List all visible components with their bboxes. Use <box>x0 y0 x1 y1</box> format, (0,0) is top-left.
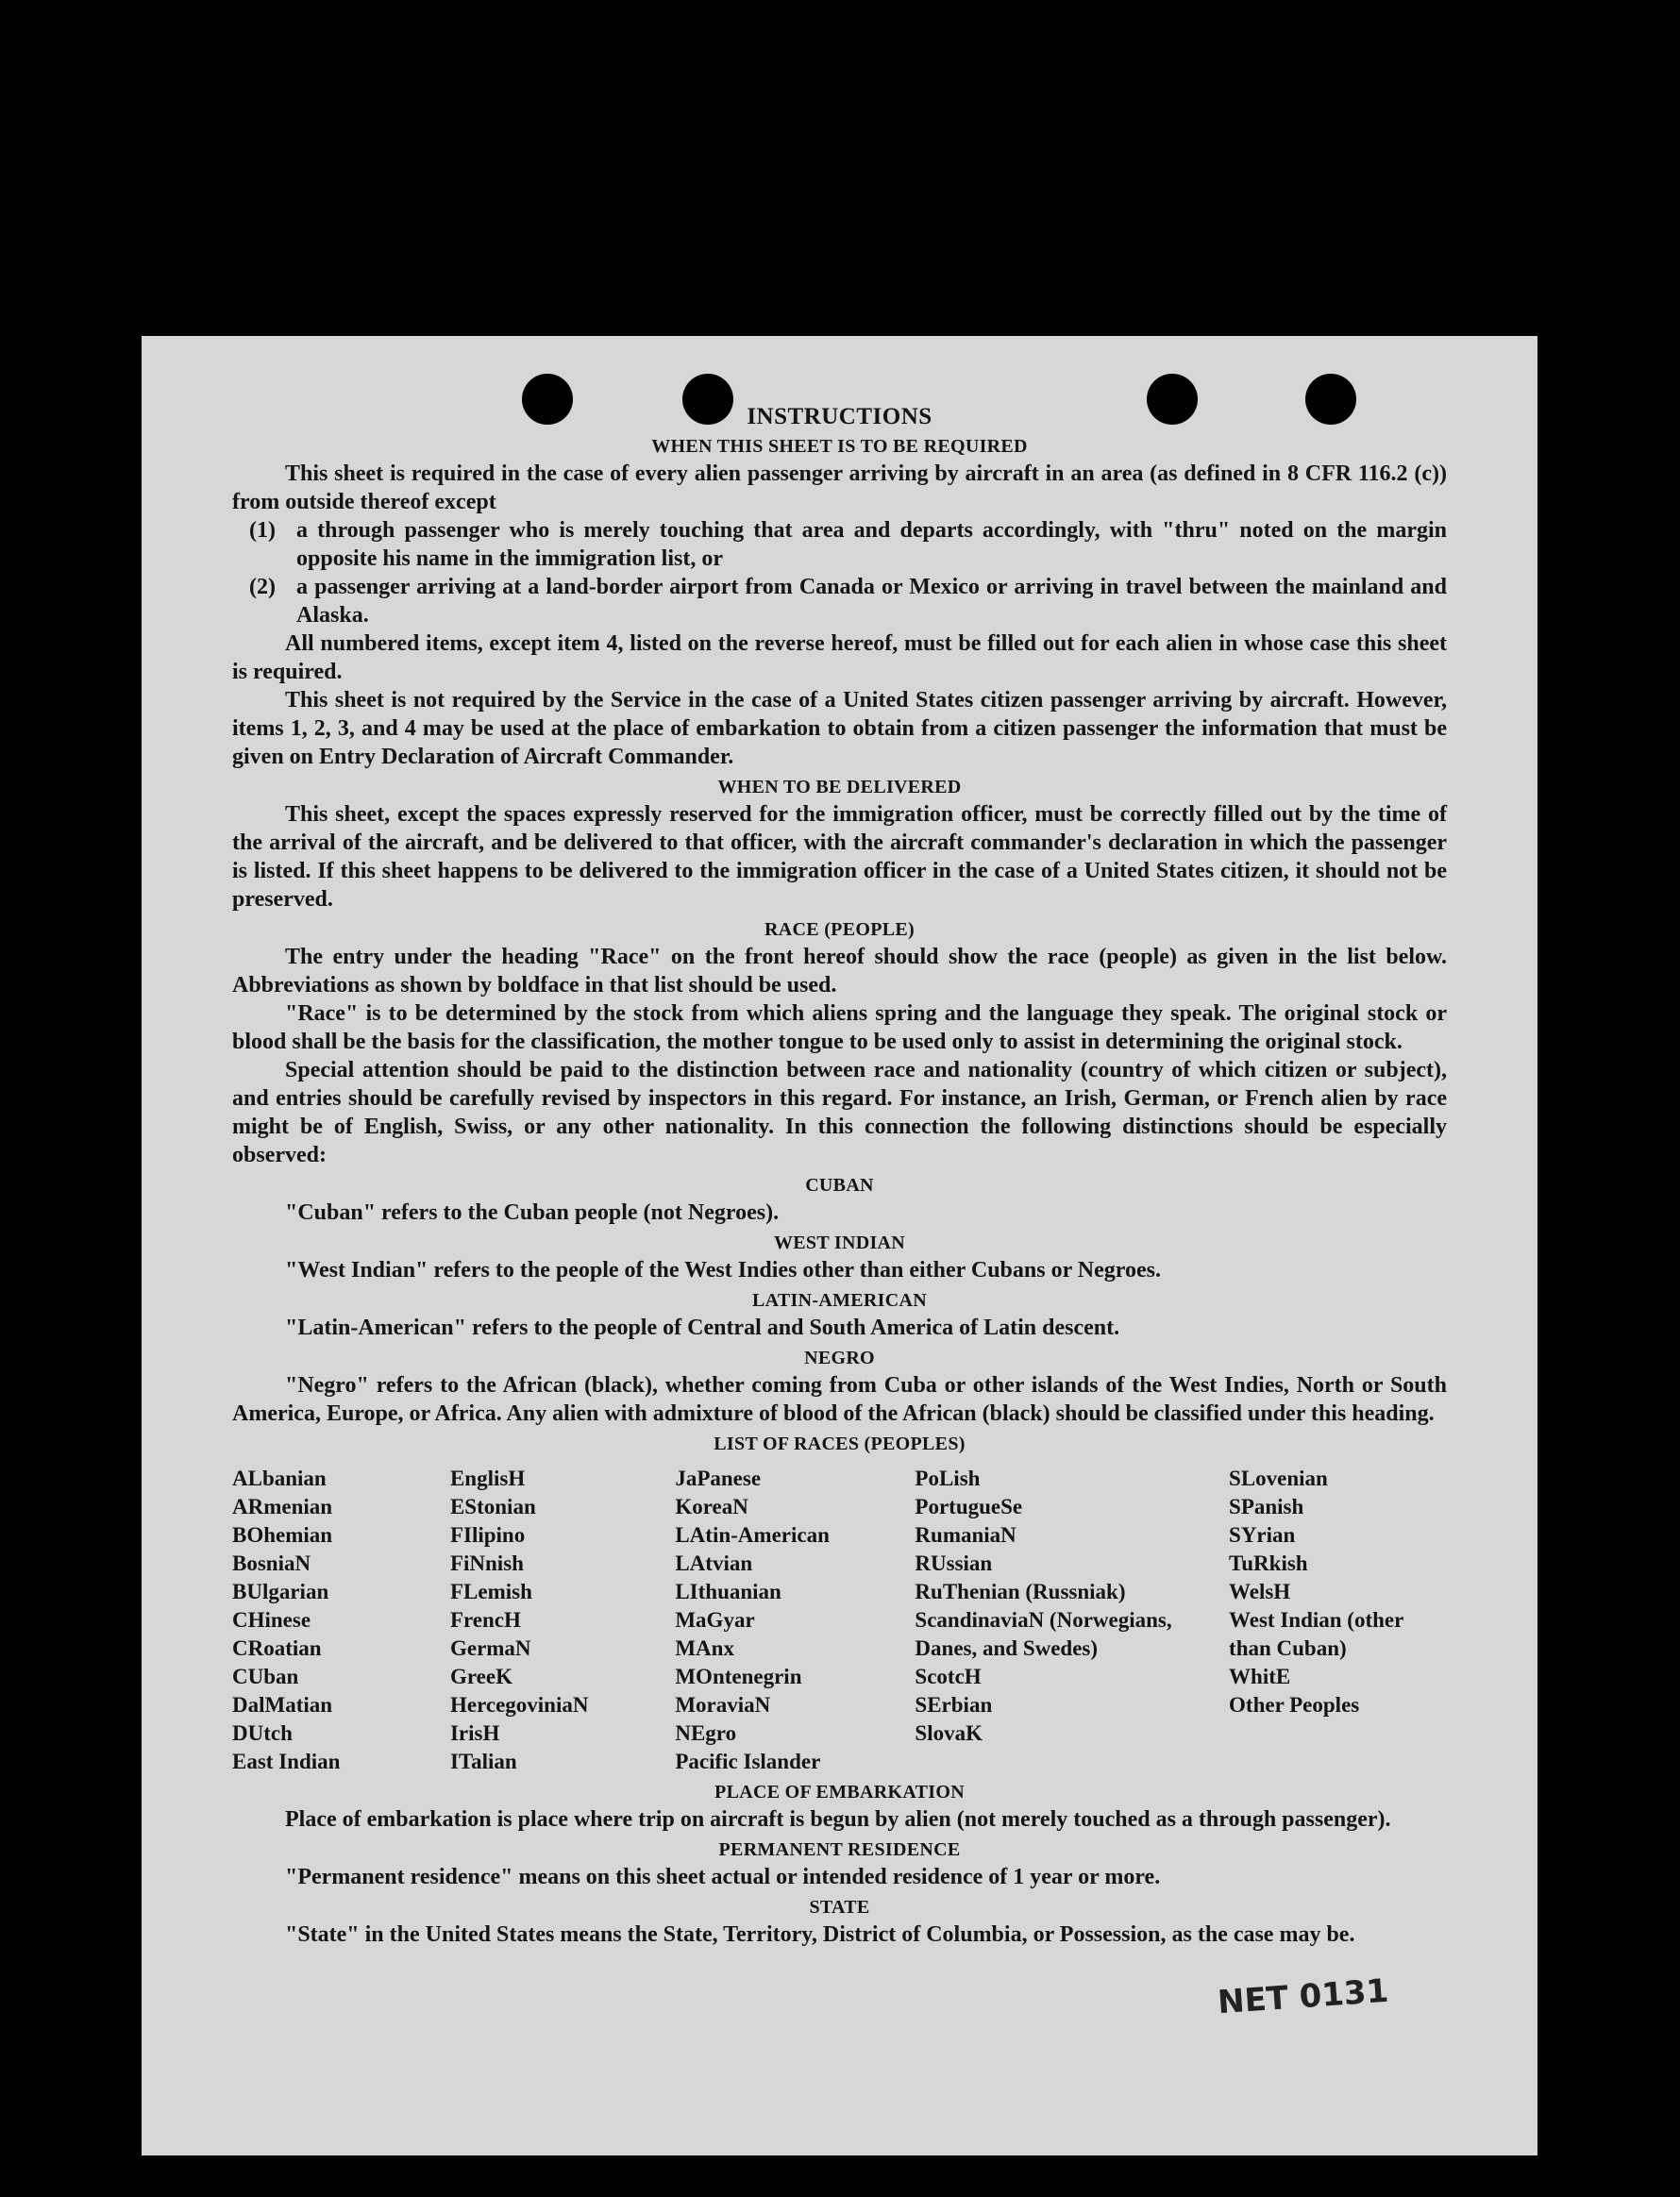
section-heading-latin-american: LATIN-AMERICAN <box>752 1290 927 1311</box>
paragraph: "Latin-American" refers to the people of Central and South America of Latin descent. <box>285 1316 1120 1340</box>
list-item-number: (2) <box>249 575 276 599</box>
race-item: MOntenegrin <box>675 1665 802 1688</box>
race-item: ALbanian <box>232 1467 327 1490</box>
race-item: LIthuanian <box>675 1580 781 1603</box>
list-item <box>232 516 1447 573</box>
race-item: Other Peoples <box>1229 1693 1360 1717</box>
race-item: WelsH <box>1229 1580 1291 1603</box>
race-item: HercegoviniaN <box>449 1693 589 1717</box>
race-item: ARmenian <box>232 1495 333 1518</box>
document-sheet <box>142 336 1537 2155</box>
race-item: EnglisH <box>449 1467 526 1490</box>
punch-hole <box>682 374 733 425</box>
section-heading-state: STATE <box>809 1897 870 1918</box>
race-item: PoLish <box>915 1467 981 1490</box>
races-column <box>450 1465 675 1776</box>
race-item: SPanish <box>1229 1495 1304 1518</box>
race-item: East Indian <box>232 1750 341 1773</box>
list-item-text: a through passenger who is merely touching that area and departs accordingly, with "thru" noted on the margin opposite his name in the immigration list, or <box>296 518 1447 571</box>
race-item: LAtvian <box>675 1551 753 1575</box>
paragraph: "West Indian" refers to the people of the West Indies other than either Cubans or Negroes. <box>285 1258 1161 1283</box>
handwritten-stamp: NET 0131 <box>1216 1971 1390 2022</box>
section-heading-when-required: WHEN THIS SHEET IS TO BE REQUIRED <box>651 436 1028 457</box>
paragraph: Special attention should be paid to the distinction between race and nationality (country of which citizen or subject), and entries should be carefully revised by inspectors in this regard. For instance, an Irish, German, or French alien by race might be of English, Swiss, or any other nationality. In this connection the following distinctions should be especially observed: <box>232 1058 1447 1167</box>
section-heading-cuban: CUBAN <box>805 1175 874 1196</box>
race-item: CUban <box>232 1665 299 1688</box>
race-item: RuThenian (Russniak) <box>915 1580 1126 1603</box>
race-item: FrencH <box>449 1608 521 1632</box>
race-item: SlovaK <box>915 1721 983 1745</box>
race-item: WhitE <box>1229 1665 1291 1688</box>
race-item: ScandinaviaN (Norwegians, Danes, and Swedes) <box>915 1608 1172 1660</box>
race-item: SErbian <box>915 1693 993 1717</box>
race-item: BUlgarian <box>232 1580 329 1603</box>
race-item: GermaN <box>449 1636 531 1660</box>
paragraph: Place of embarkation is place where trip on aircraft is begun by alien (not merely touched as a through passenger). <box>285 1807 1391 1832</box>
paragraph: The entry under the heading "Race" on the front hereof should show the race (people) as given in the list below. Abbreviations as shown by boldface in that list should be used. <box>232 945 1447 998</box>
race-item: West Indian (other than Cuban) <box>1229 1608 1403 1660</box>
punch-hole <box>1305 374 1356 425</box>
races-column <box>675 1465 915 1776</box>
punch-hole <box>522 374 573 425</box>
race-item: RUssian <box>915 1551 993 1575</box>
paragraph: "Race" is to be determined by the stock from which aliens spring and the language they speak. The original stock or blood shall be the basis for the classification, the mother tongue to be used only to assist in determining the original stock. <box>232 1001 1447 1054</box>
section-heading-list-of-races: LIST OF RACES (PEOPLES) <box>714 1434 966 1454</box>
paragraph: This sheet, except the spaces expressly reserved for the immigration officer, must be correctly filled out by the time of the arrival of the aircraft, and be delivered to that officer, with the aircraft commander's declaration in which the passenger is listed. If this sheet happens to be delivered to the immigration officer in the case of a United States citizen, it should not be preserved. <box>232 802 1447 912</box>
paragraph: "Negro" refers to the African (black), whether coming from Cuba or other islands of the West Indies, North or South America, Europe, or Africa. Any alien with admixture of blood of the African (black) should be classified under this heading. <box>232 1373 1447 1426</box>
race-item: DalMatian <box>232 1693 333 1717</box>
list-item-number: (1) <box>249 518 276 543</box>
race-item: CHinese <box>232 1608 311 1632</box>
race-item: PortugueSe <box>915 1495 1023 1518</box>
race-item: TuRkish <box>1229 1551 1308 1575</box>
race-item: ITalian <box>449 1750 517 1773</box>
section-heading-embarkation: PLACE OF EMBARKATION <box>714 1782 965 1803</box>
race-item: FLemish <box>449 1580 532 1603</box>
race-item: IrisH <box>449 1721 500 1745</box>
section-heading-race: RACE (PEOPLE) <box>764 919 915 940</box>
race-item: JaPanese <box>675 1467 762 1490</box>
paragraph: "Cuban" refers to the Cuban people (not Negroes). <box>285 1200 780 1225</box>
races-column <box>1229 1465 1447 1776</box>
list-item <box>232 573 1447 629</box>
list-item-text: a passenger arriving at a land-border airport from Canada or Mexico or arriving in travel between the mainland and Alaska. <box>296 575 1447 628</box>
section-heading-west-indian: WEST INDIAN <box>773 1233 906 1253</box>
race-item: MaGyar <box>675 1608 755 1632</box>
race-item: LAtin-American <box>675 1523 830 1547</box>
paragraph: "State" in the United States means the State, Territory, District of Columbia, or Possession, as the case may be. <box>285 1922 1355 1947</box>
race-item: MoraviaN <box>675 1693 771 1717</box>
paragraph: This sheet is required in the case of every alien passenger arriving by aircraft in an area (as defined in 8 CFR 116.2 (c)) from outside thereof except <box>232 461 1447 514</box>
race-item: ScotcH <box>915 1665 982 1688</box>
race-item: BOhemian <box>232 1523 333 1547</box>
race-item: KoreaN <box>675 1495 748 1518</box>
races-list <box>232 1465 1447 1776</box>
section-heading-when-delivered: WHEN TO BE DELIVERED <box>717 777 962 797</box>
section-heading-negro: NEGRO <box>804 1348 875 1368</box>
race-item: SLovenian <box>1229 1467 1328 1490</box>
race-item: MAnx <box>675 1636 734 1660</box>
section-heading-residence: PERMANENT RESIDENCE <box>718 1839 961 1860</box>
races-column <box>915 1465 1229 1776</box>
race-item: BosniaN <box>232 1551 311 1575</box>
races-column <box>232 1465 450 1776</box>
punch-hole <box>1147 374 1198 425</box>
race-item: Pacific Islander <box>675 1750 821 1773</box>
paragraph: All numbered items, except item 4, listed on the reverse hereof, must be filled out for each alien in whose case this sheet is required. <box>232 631 1447 684</box>
paragraph: This sheet is not required by the Service in the case of a United States citizen passenger arriving by aircraft. However, items 1, 2, 3, and 4 may be used at the place of embarkation to obtain from a citizen passenger the information that must be given on Entry Declaration of Aircraft Commander. <box>232 688 1447 769</box>
race-item: DUtch <box>232 1721 293 1745</box>
race-item: CRoatian <box>232 1636 322 1660</box>
race-item: FiNnish <box>449 1551 524 1575</box>
paragraph: "Permanent residence" means on this sheet actual or intended residence of 1 year or more. <box>285 1865 1161 1889</box>
page-title: INSTRUCTIONS <box>747 404 932 429</box>
race-item: GreeK <box>449 1665 512 1688</box>
race-item: EStonian <box>449 1495 536 1518</box>
race-item: FIlipino <box>449 1523 526 1547</box>
race-item: SYrian <box>1229 1523 1296 1547</box>
race-item: NEgro <box>675 1721 737 1745</box>
race-item: RumaniaN <box>915 1523 1016 1547</box>
